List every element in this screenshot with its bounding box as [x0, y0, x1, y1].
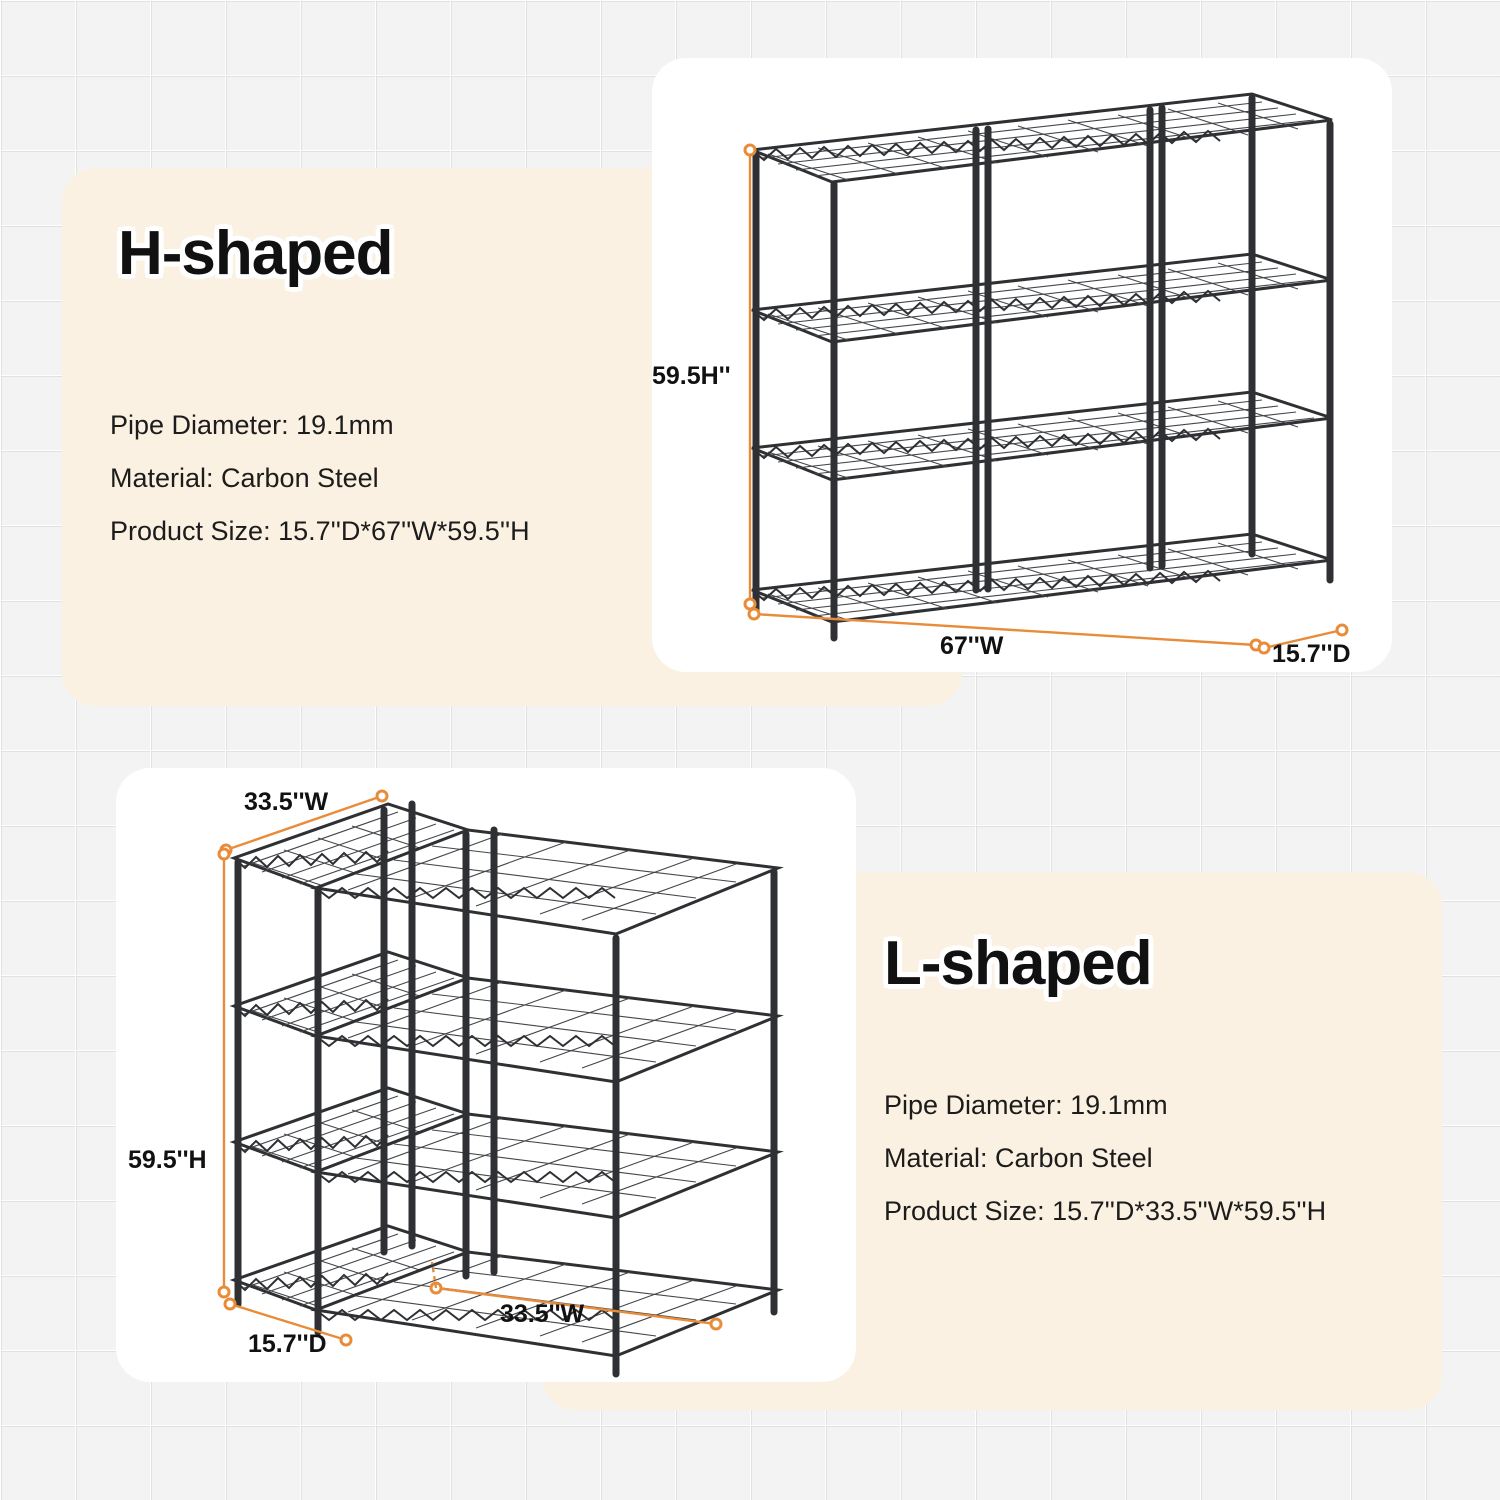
l-dimension-depth-label: 15.7''D — [248, 1330, 327, 1358]
l-dimension-top-width-label: 33.5''W — [244, 788, 329, 816]
spec-product-size: Product Size: 15.7''D*67''W*59.5''H — [110, 516, 530, 546]
spec-material: Material: Carbon Steel — [110, 463, 379, 493]
h-shaped-headline: H-shaped — [118, 219, 393, 288]
h-shaped-product-image-card — [652, 58, 1392, 672]
spec-material: Material: Carbon Steel — [884, 1143, 1153, 1173]
spec-pipe-diameter: Pipe Diameter: 19.1mm — [110, 410, 394, 440]
h-dimension-depth-label: 15.7''D — [1272, 640, 1351, 668]
h-dimension-height-label: 59.5H'' — [652, 362, 731, 390]
l-shaped-rack-illustration — [116, 768, 856, 1382]
spec-product-size: Product Size: 15.7''D*33.5''W*59.5''H — [884, 1196, 1327, 1226]
l-shaped-product-image-card — [116, 768, 856, 1382]
l-dimension-width-label: 33.5''W — [500, 1300, 585, 1328]
l-shaped-headline: L-shaped — [884, 929, 1152, 998]
h-shaped-rack-illustration — [652, 58, 1392, 672]
l-height-dimension-line — [219, 849, 229, 1297]
spec-pipe-diameter: Pipe Diameter: 19.1mm — [884, 1090, 1168, 1120]
l-dimension-height-label: 59.5''H — [128, 1146, 207, 1174]
h-dimension-width-label: 67''W — [940, 632, 1004, 660]
h-shaped-spec-list — [110, 412, 530, 571]
l-shaped-spec-list — [884, 1092, 1326, 1251]
